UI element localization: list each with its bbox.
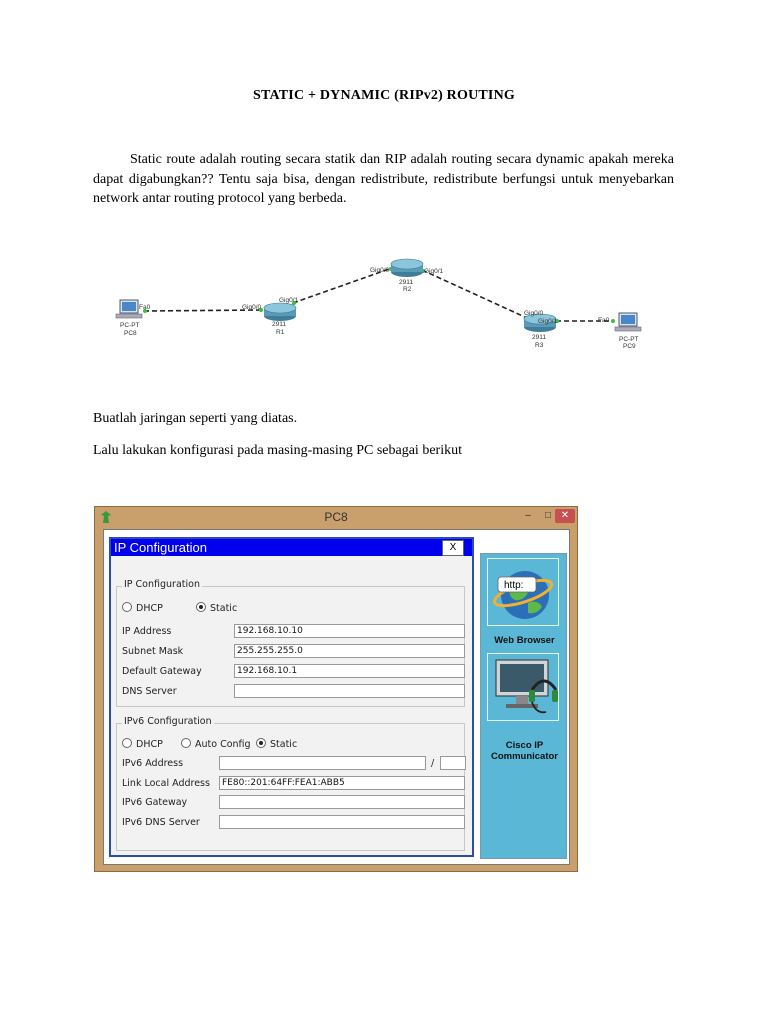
globe-icon bbox=[488, 559, 558, 625]
cisco-ip-label-line1: Cisco IP bbox=[505, 740, 544, 751]
window-title: PC8 bbox=[324, 510, 348, 524]
network-topology-diagram bbox=[0, 0, 768, 360]
r1-model: 2911 bbox=[272, 321, 286, 328]
dhcp-radio[interactable]: DHCP bbox=[122, 602, 163, 614]
ip-configuration-header bbox=[111, 539, 472, 556]
document-title: STATIC + DYNAMIC (RIPv2) ROUTING bbox=[253, 88, 515, 103]
default-gateway-field[interactable]: 192.168.10.1 bbox=[234, 664, 465, 678]
minimize-button[interactable]: – bbox=[525, 510, 531, 521]
r2-port-right: Gig0/1 bbox=[424, 268, 444, 275]
close-button[interactable]: ✕ bbox=[555, 509, 575, 523]
desktop-apps-panel bbox=[480, 553, 567, 859]
pc9-port-label: Fa0 bbox=[598, 317, 610, 324]
ip-address-label: IP Address bbox=[122, 626, 172, 637]
r2-name: R2 bbox=[403, 286, 412, 293]
headset-monitor-icon bbox=[488, 654, 558, 720]
window-content bbox=[103, 529, 570, 865]
web-browser-app[interactable] bbox=[487, 558, 559, 626]
link-local-address-field[interactable]: FE80::201:64FF:FEA1:ABB5 bbox=[219, 776, 465, 790]
ipv6-static-radio[interactable]: Static bbox=[256, 738, 297, 750]
ipv4-group-label: IP Configuration bbox=[124, 579, 200, 590]
router-r1-icon bbox=[264, 303, 296, 321]
r3-name: R3 bbox=[535, 342, 544, 349]
r1-name: R1 bbox=[276, 329, 285, 336]
ipv6-group-label: IPv6 Configuration bbox=[124, 716, 212, 727]
r1-port-left: Gig0/0 bbox=[242, 304, 262, 311]
link-r2-r3 bbox=[422, 270, 527, 318]
ipv6-dns-server-field[interactable] bbox=[219, 815, 465, 829]
web-browser-label: Web Browser bbox=[494, 635, 555, 646]
pc8-type-label: PC-PT bbox=[120, 322, 140, 329]
maximize-button[interactable]: □ bbox=[544, 510, 552, 521]
r3-model: 2911 bbox=[532, 334, 546, 341]
ipv4-config-group bbox=[116, 579, 465, 707]
pc8-port-label: Fa0 bbox=[139, 304, 151, 311]
pc9-type-label: PC-PT bbox=[619, 336, 639, 343]
instruction-step-2: Lalu lakukan konfigurasi pada masing-masing PC sebagai berikut bbox=[93, 443, 462, 458]
ipv6-prefix-slash: / bbox=[431, 758, 435, 769]
cisco-ip-communicator-app[interactable] bbox=[487, 653, 559, 721]
pc8-window bbox=[94, 506, 578, 872]
ipv6-dhcp-radio[interactable]: DHCP bbox=[122, 738, 163, 750]
link-local-address-label: Link Local Address bbox=[122, 778, 210, 789]
pc9-icon bbox=[615, 313, 641, 331]
ip-address-field[interactable]: 192.168.10.10 bbox=[234, 624, 465, 638]
ip-configuration-close-button[interactable]: X bbox=[442, 540, 464, 556]
ipv6-auto-config-radio[interactable]: Auto Config bbox=[181, 738, 251, 750]
cisco-ip-label-line2: Communicator bbox=[490, 751, 559, 762]
ipv6-gateway-field[interactable] bbox=[219, 795, 465, 809]
ip-configuration-title: IP Configuration bbox=[114, 540, 207, 555]
ipv6-gateway-label: IPv6 Gateway bbox=[122, 797, 188, 808]
router-r2-icon bbox=[391, 259, 423, 277]
r3-port-left: Gig0/0 bbox=[524, 310, 544, 317]
subnet-mask-label: Subnet Mask bbox=[122, 646, 184, 657]
r1-port-right: Gig0/1 bbox=[279, 297, 299, 304]
ipv6-prefix-field[interactable] bbox=[440, 756, 466, 770]
ipv6-dns-server-label: IPv6 DNS Server bbox=[122, 817, 200, 828]
default-gateway-label: Default Gateway bbox=[122, 666, 202, 677]
subnet-mask-field[interactable]: 255.255.255.0 bbox=[234, 644, 465, 658]
static-radio[interactable]: Static bbox=[196, 602, 237, 614]
intro-paragraph: Static route adalah routing secara statik dan RIP adalah routing secara dynamic apakah mereka dapat digabungkan?? Tentu saja bisa, dengan redistribute, redistribute berfungsi untuk menyebarkan network antar routing protocol yang berbeda. bbox=[93, 152, 674, 206]
r3-port-right: Gig0/1 bbox=[538, 318, 558, 325]
r2-port-left: Gig0/0 bbox=[370, 267, 390, 274]
pc8-name-label: PC8 bbox=[124, 330, 137, 337]
pc9-name-label: PC9 bbox=[623, 343, 636, 350]
ipv6-config-group bbox=[116, 716, 465, 851]
r2-model: 2911 bbox=[399, 279, 413, 286]
dns-server-label: DNS Server bbox=[122, 686, 177, 697]
dns-server-field[interactable] bbox=[234, 684, 465, 698]
ipv6-address-field[interactable] bbox=[219, 756, 426, 770]
ip-configuration-panel bbox=[109, 537, 474, 857]
ipv6-address-label: IPv6 Address bbox=[122, 758, 184, 769]
instruction-step-1: Buatlah jaringan seperti yang diatas. bbox=[93, 411, 298, 426]
browser-http-text: http: bbox=[504, 580, 524, 591]
